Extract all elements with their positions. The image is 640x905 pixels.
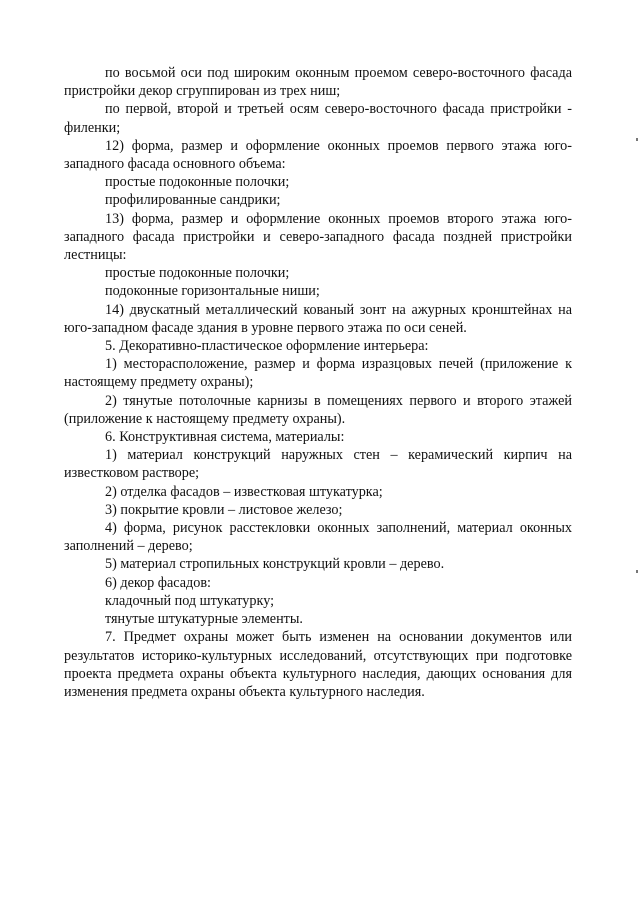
paragraph: 5) материал стропильных конструкций кровли – дерево. (105, 556, 445, 573)
paragraph: 2) отделка фасадов – известковая штукатурка; (105, 483, 383, 500)
scan-edge-mark (636, 138, 638, 141)
paragraph: по первой, второй и третьей осям северо-восточного фасада пристройки - филенки; (64, 101, 572, 136)
paragraph: 13) форма, размер и оформление оконных проемов второго этажа юго-западного фасада пристройки и северо-западного фасада поздней пристройки лестницы: (64, 210, 572, 264)
paragraph: 7. Предмет охраны может быть изменен на основании документов или результатов историко-культурных исследований, отсутствующих при подготовке проекта предмета охраны объекта культурного наследия, дающих основания для изменения предмета охраны объекта культурного наследия. (64, 629, 572, 700)
paragraph: тянутые штукатурные элементы. (105, 611, 303, 628)
paragraph: 5. Декоративно-пластическое оформление интерьера: (105, 338, 429, 355)
paragraph: 2) тянутые потолочные карнизы в помещениях первого и второго этажей (приложение к настоящему предмету охраны). (64, 392, 572, 427)
paragraph: профилированные сандрики; (105, 192, 281, 209)
paragraph: 3) покрытие кровли – листовое железо; (105, 501, 343, 518)
paragraph: 14) двускатный металлический кованый зонт на ажурных кронштейнах на юго-западном фасаде здания в уровне первого этажа по оси сеней. (64, 301, 572, 336)
scan-edge-mark (636, 570, 638, 573)
paragraph: кладочный под штукатурку; (105, 592, 275, 609)
paragraph: 4) форма, рисунок расстекловки оконных заполнений, материал оконных заполнений – дерево; (64, 520, 572, 555)
paragraph: по восьмой оси под широким оконным проемом северо-восточного фасада пристройки декор сгруппирован из трех ниш; (64, 65, 572, 100)
paragraph: 1) материал конструкций наружных стен – керамический кирпич на известковом растворе; (64, 447, 572, 482)
document-body (64, 64, 572, 701)
paragraph: простые подоконные полочки; (105, 174, 290, 191)
paragraph: 6) декор фасадов: (105, 574, 211, 591)
paragraph: 12) форма, размер и оформление оконных проемов первого этажа юго-западного фасада основного объема: (64, 137, 572, 173)
paragraph: подоконные горизонтальные ниши; (105, 283, 320, 300)
paragraph: 6. Конструктивная система, материалы: (105, 429, 345, 446)
paragraph: 1) месторасположение, размер и форма изразцовых печей (приложение к настоящему предмету охраны); (64, 356, 572, 391)
paragraph: простые подоконные полочки; (105, 265, 290, 282)
